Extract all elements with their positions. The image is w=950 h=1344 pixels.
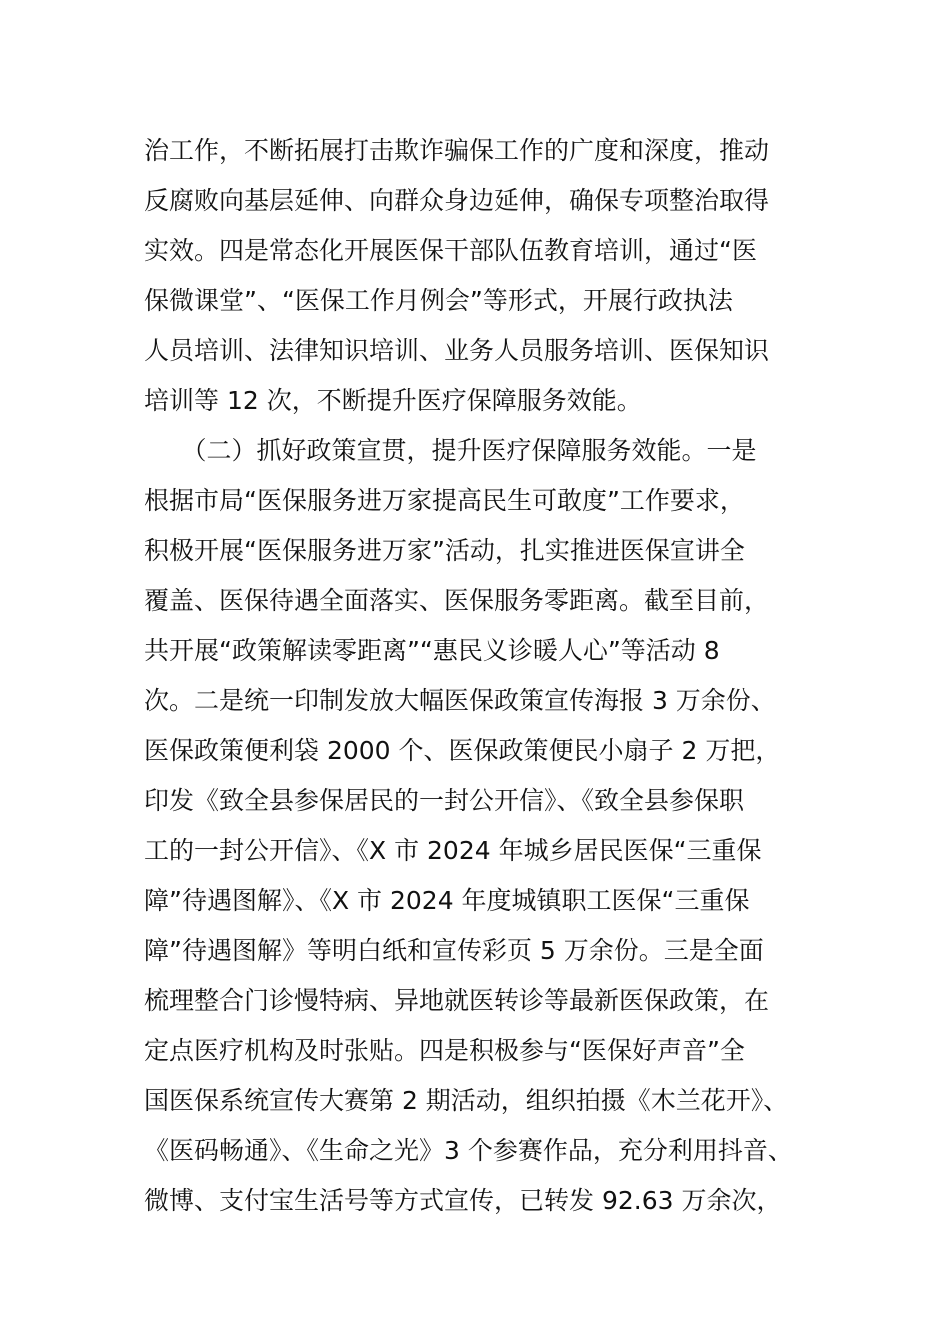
text-line: 反腐败向基层延伸、向群众身边延伸，确保专项整治取得 [144, 186, 770, 215]
text-line: 工的一封公开信》、《X 市 2024 年城乡居民医保“三重保 [144, 836, 762, 865]
text-line: 障”待遇图解》、《X 市 2024 年度城镇职工医保“三重保 [144, 886, 750, 915]
text-line: 治工作，不断拓展打击欺诈骗保工作的广度和深度，推动 [144, 136, 770, 165]
text-line: 人员培训、法律知识培训、业务人员服务培训、医保知识 [144, 336, 770, 365]
text-line: 实效。四是常态化开展医保干部队伍教育培训，通过“医 [144, 236, 757, 265]
text-line: 微博、支付宝生活号等方式宣传，已转发 92.63 万余次， [144, 1186, 782, 1215]
text-line: 定点医疗机构及时张贴。四是积极参与“医保好声音”全 [144, 1036, 745, 1065]
body-text [144, 126, 844, 1226]
text-line: 《医码畅通》、《生命之光》3 个参赛作品，充分利用抖音、 [144, 1136, 793, 1165]
text-line: 医保政策便利袋 2000 个、医保政策便民小扇子 2 万把， [144, 736, 781, 765]
text-line: 次。二是统一印制发放大幅医保政策宣传海报 3 万余份、 [144, 686, 776, 715]
text-line: 根据市局“医保服务进万家提高民生可敢度”工作要求， [144, 486, 745, 515]
text-line: 覆盖、医保待遇全面落实、医保服务零距离。截至目前， [144, 586, 770, 615]
text-line: 积极开展“医保服务进万家”活动，扎实推进医保宣讲全 [144, 536, 745, 565]
text-line: 培训等 12 次，不断提升医疗保障服务效能。 [144, 386, 642, 415]
text-line: 国医保系统宣传大赛第 2 期活动，组织拍摄《木兰花开》、 [144, 1086, 789, 1115]
text-line: 共开展“政策解读零距离”“惠民义诊暖人心”等活动 8 [144, 636, 720, 665]
text-line: 障”待遇图解》等明白纸和宣传彩页 5 万余份。三是全面 [144, 936, 764, 965]
text-line: （二）抓好政策宣贯，提升医疗保障服务效能。一是 [144, 436, 757, 465]
text-line: 保微课堂”、“医保工作月例会”等形式，开展行政执法 [144, 286, 733, 315]
text-line: 梳理整合门诊慢特病、异地就医转诊等最新医保政策，在 [144, 986, 770, 1015]
text-line: 印发《致全县参保居民的一封公开信》、《致全县参保职 [144, 786, 745, 815]
